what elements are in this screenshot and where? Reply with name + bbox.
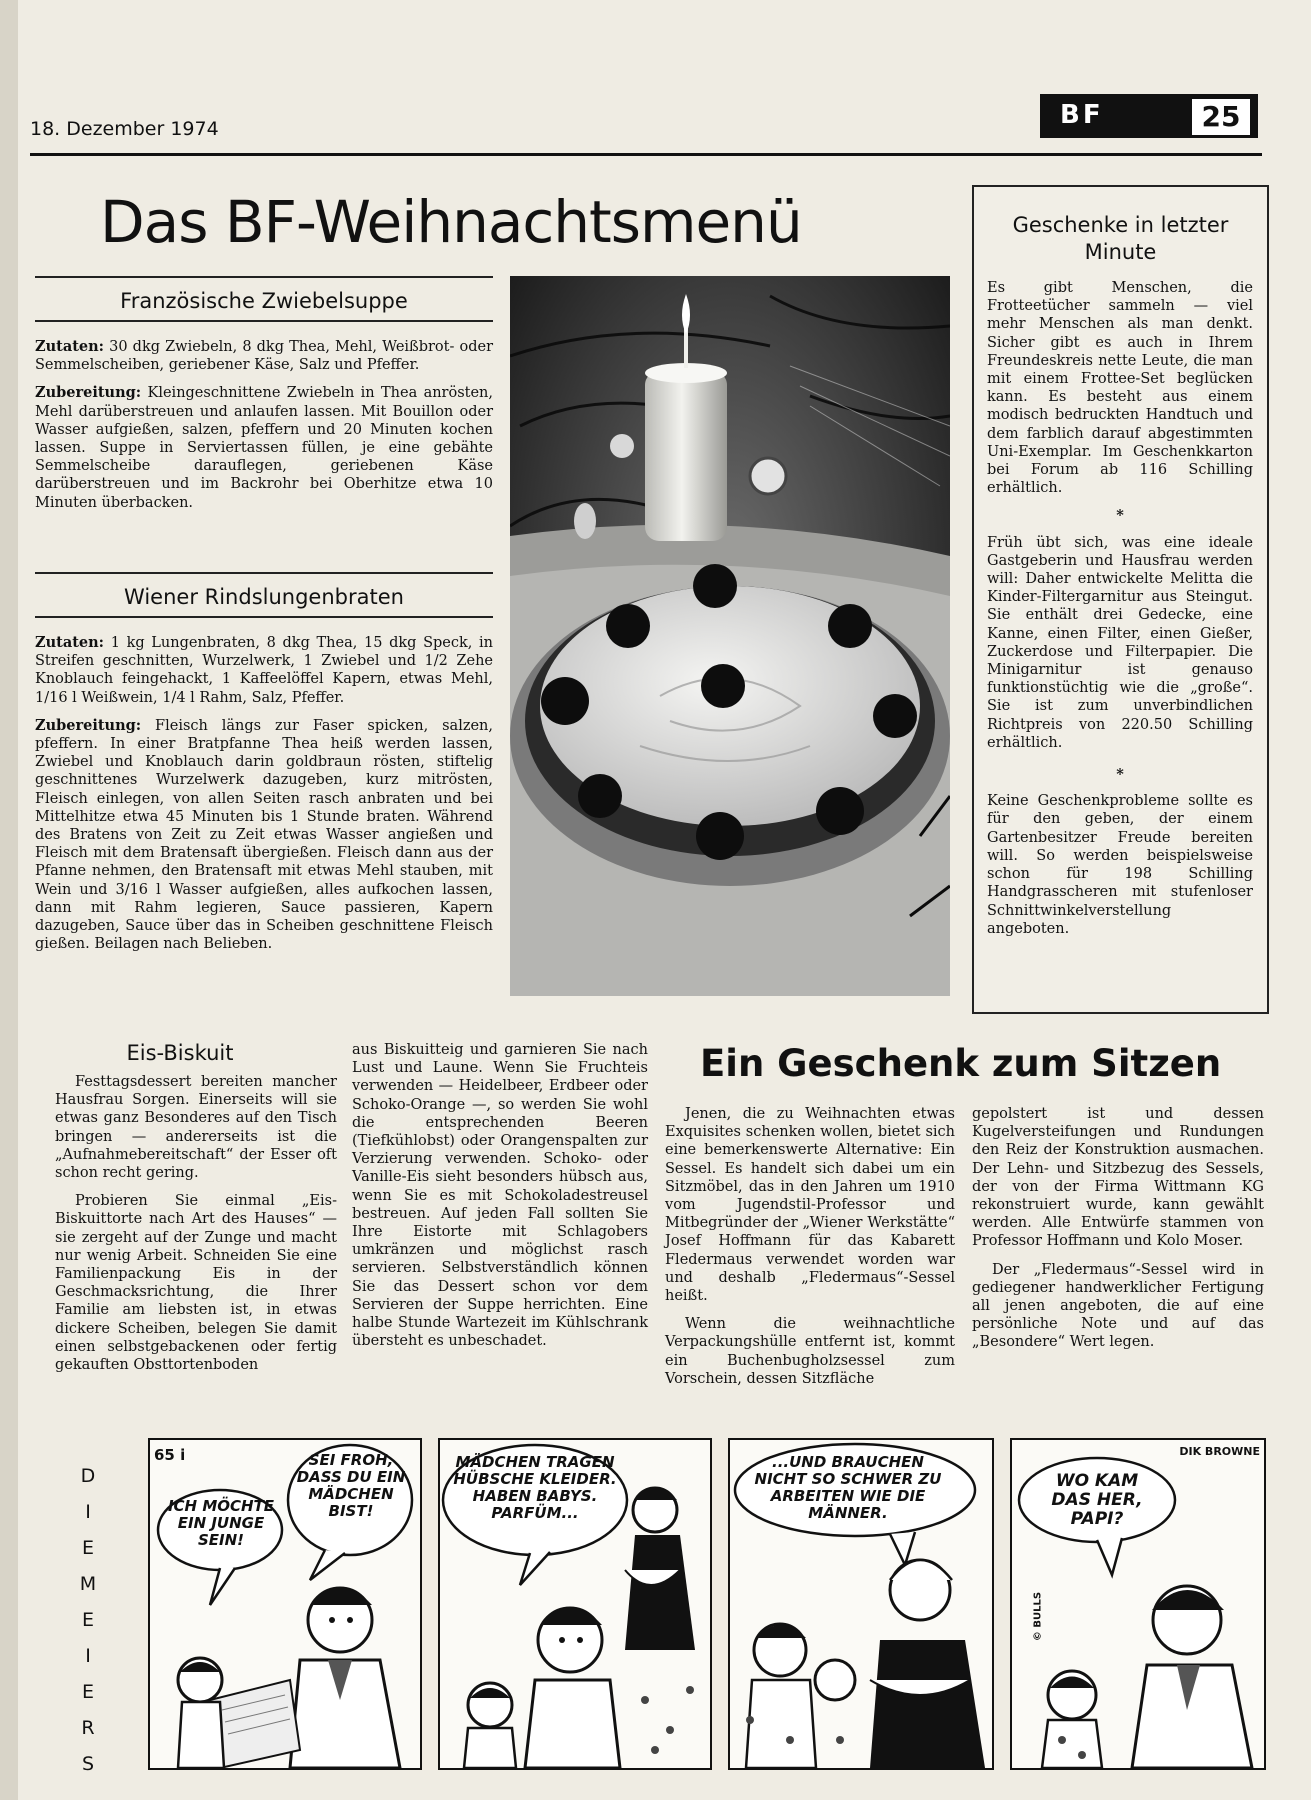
title-letter: I	[85, 1501, 91, 1523]
dad-speech: SEI FROH, DASS DU EIN MÄDCHEN BIST!	[296, 1451, 406, 1520]
strip-number: 65 i	[154, 1446, 186, 1464]
ingredients-label: Zutaten:	[35, 338, 105, 355]
copyright-bulls: © BULLS	[1032, 1591, 1044, 1642]
header-rule	[30, 153, 1262, 156]
title-letter: D	[80, 1465, 96, 1487]
cake-illustration	[510, 276, 950, 996]
recipe1-ingredients: 30 dkg Zwiebeln, 8 dkg Thea, Mehl, Weißbrot- oder Semmelscheiben, geriebener Käse, Salz und Pfeffer.	[35, 339, 493, 374]
chair-paragraph: Wenn die weihnachtliche Verpackungshülle entfernt ist, kommt ein Buchenbugholzsessel zum Vorschein, dessen Sitzfläche	[665, 1316, 955, 1387]
sidebar-paragraph: Früh übt sich, was eine ideale Gastgeberin und Hausfrau werden will: Daher entwickelte Melitta die Kinder-Filtergarnitur aus Steingut. Sie enthält drei Gedecke, eine Kanne, einen Filter, einen Gießer, Zuckerdose und Filterpapier. Die Minigarnitur ist genauso funktionstüchtig wie die „große“. Sie ist zum unverbindlichen Richtpreis von 220.50 Schilling erhältlich.	[987, 534, 1253, 751]
chair-col1	[665, 1105, 955, 1398]
cake-photo	[510, 276, 950, 996]
title-letter: S	[81, 1753, 95, 1775]
sidebar-title: Geschenke in letzter Minute	[1012, 213, 1229, 264]
page-number: 25	[1190, 97, 1252, 137]
recipe1-title: Französische Zwiebelsuppe	[120, 289, 408, 313]
title-letter: E	[81, 1609, 94, 1631]
rule	[35, 320, 493, 322]
artist-signature: DIK BROWNE	[1179, 1445, 1260, 1458]
dessert-col2	[352, 1041, 648, 1360]
rule	[35, 572, 493, 574]
rule	[35, 276, 493, 278]
ingredients-label: Zutaten:	[35, 634, 105, 651]
title-letter: R	[81, 1717, 95, 1739]
chair-headline: Ein Geschenk zum Sitzen	[700, 1042, 1222, 1085]
page-edge	[0, 0, 18, 1800]
chair-paragraph: gepolstert ist und dessen Kugelversteifungen und Rundungen den Reiz der Konstruktion ausmachen. Der Lehn- und Sitzbezug des Sessels, der von der Firma Wittmann KG rekonstruiert wurde, kann gewählt werden. Alle Entwürfe stammen von Professor Hoffmann und Kolo Moser.	[972, 1106, 1264, 1250]
masthead	[1040, 94, 1258, 138]
title-letter: E	[81, 1681, 94, 1703]
separator: *	[1116, 766, 1124, 784]
comic-panel-4	[1010, 1438, 1266, 1770]
title-letter: E	[81, 1537, 94, 1559]
chair-paragraph: Jenen, die zu Weihnachten etwas Exquisites schenken wollen, bietet sich eine bemerkenswerte Alternative: Ein Sessel. Es handelt sich dabei um ein Sitzmöbel, das in den Jahren um 1910 vom Jugendstil-Professor und Mitbegründer der „Wiener Werkstätte“ Josef Hoffmann für das Kabarett Fledermaus verwendet worden war und deshalb „Fledermaus“-Sessel heißt.	[665, 1106, 955, 1305]
sidebar-body	[987, 279, 1253, 948]
chair-paragraph: Der „Fledermaus“-Sessel wird in gediegener handwerklicher Fertigung all jenen angeboten, die auf eine persönliche Note und auf das „Besondere“ Wert legen.	[972, 1261, 1264, 1351]
separator: *	[1116, 507, 1124, 525]
issue-date: 18. Dezember 1974	[30, 118, 219, 140]
recipe1-body	[35, 338, 493, 522]
title-letter: I	[85, 1645, 91, 1667]
rule	[35, 616, 493, 618]
kid-speech: WO KAM DAS HER, PAPI?	[1051, 1471, 1143, 1529]
dessert-title: Eis-Biskuit	[126, 1041, 234, 1065]
chair-col2	[972, 1105, 1264, 1362]
mother-speech: MÄDCHEN TRAGEN HÜBSCHE KLEIDER. HABEN BABYS. PARFÜM...	[453, 1453, 617, 1522]
sidebar-box	[972, 185, 1269, 1014]
comic-strip	[38, 1438, 1266, 1775]
sidebar-paragraph: Es gibt Menschen, die Frotteetücher sammeln — viel mehr Menschen als man denkt. Sicher gibt es auch in Ihrem Freundeskreis nette Leute, die man mit einem Frottee-Set beglücken kann. Es besteht aus einem modisch bedruckten Handtuch und dem farblich darauf abgestimmten Uni-Exemplar. Im Geschenkkarton bei Forum ab 116 Schilling erhältlich.	[987, 280, 1253, 497]
dad-speech: ...UND BRAUCHEN NICHT SO SCHWER ZU ARBEITEN WIE DIE MÄNNER.	[754, 1453, 942, 1522]
sidebar-paragraph: Keine Geschenkprobleme sollte es für den geben, der einem Gartenbesitzer Freude bereiten will. So werden beispielsweise schon für 198 Schilling Handgrasscheren mit stufenloser Schnittwinkelverstellung angeboten.	[987, 793, 1253, 937]
recipe2-body	[35, 634, 493, 963]
recipe2-prep: Fleisch längs zur Faser spicken, salzen, pfeffern. In einer Bratpfanne Thea heiß werden lassen, Zwiebel und Knoblauch darin goldbraun rösten, stiftelig geschnittenes Wurzelwerk dazugeben, kurz mitrösten, Fleisch einlegen, von allen Seiten rasch anbraten und bei Mittelhitze etwa 45 Minuten bis 1 Stunde braten. Während des Bratens von Zeit zu Zeit etwas Wasser angießen und Fleisch mit dem Bratensaft übergießen. Fleisch dann aus der Pfanne nehmen, den Bratensaft mit etwas Mehl stauben, mit Wein und 3/16 l Wasser aufgießen, alles aufkochen lassen, dann mit Rahm legieren, Sauce passieren, Kapern dazugeben, Sauce über das in Scheiben geschnittene Fleisch gießen. Beilagen nach Belieben.	[35, 717, 493, 953]
comic-panel-2	[438, 1438, 712, 1770]
comic-panel-1	[148, 1438, 422, 1770]
prep-label: Zubereitung:	[35, 716, 142, 734]
kid-speech: ICH MÖCHTE EIN JUNGE SEIN!	[167, 1497, 275, 1549]
recipe2-ingredients: 1 kg Lungenbraten, 8 dkg Thea, 15 dkg Speck, in Streifen geschnitten, Wurzelwerk, 1 Zwiebel und 1/2 Zehe Knoblauch feingehackt, 1 Kaffeelöffel Kapern, etwas Mehl, 1/16 l Weißwein, 1/4 l Rahm, Salz, Pfeffer.	[35, 635, 494, 706]
prep-label: Zubereitung:	[35, 384, 142, 402]
recipe1-prep: Kleingeschnittene Zwiebeln in Thea anrösten, Mehl darüberstreuen und anlaufen lassen. Mit Bouillon oder Wasser aufgießen, salzen, pfeffern und 20 Minuten kochen lassen. Suppe in Serviertassen füllen, je eine gebähte Semmelscheibe darauflegen, geriebenen Käse darüberstreuen und im Backrohr bei Oberhitze etwa 10 Minuten überbacken.	[35, 385, 494, 511]
masthead-logo: BF	[1060, 100, 1104, 130]
comic-series-title	[38, 1438, 138, 1775]
main-headline: Das BF-Weihnachtsmenü	[100, 188, 802, 256]
dessert-paragraph: aus Biskuitteig und garnieren Sie nach Lust und Laune. Wenn Sie Fruchteis verwenden — Heidelbeer, Erdbeer oder Schoko-Orange —, so werden Sie wohl die entsprechenden Beeren (Tiefkühlobst) oder Orangenspalten zur Verzierung verwenden. Schoko- oder Vanille-Eis sieht besonders hübsch aus, wenn Sie es mit Schokoladestreusel bestreuen. Auf jeden Fall sollten Sie Ihre Eistorte mit Schlagobers umkränzen und möglichst rasch servieren. Selbstverständlich können Sie das Dessert schon vor dem Servieren der Suppe herrichten. Eine halbe Stunde Wartezeit im Kühlschrank übersteht es unbeschadet.	[352, 1042, 648, 1350]
dessert-paragraph: Festtagsdessert bereiten mancher Hausfrau Sorgen. Einerseits will sie etwas ganz Besonderes auf den Tisch bringen — andererseits ist die „Aufnahmebereitschaft“ der Esser oft schon recht gering.	[55, 1074, 337, 1182]
dessert-paragraph: Probieren Sie einmal „Eis-Biskuittorte nach Art des Hauses“ — sie zergeht auf der Zunge und macht nur wenig Arbeit. Schneiden Sie eine Familienpackung Eis in der Geschmacksrichtung, die Ihrer Familie am liebsten ist, in etwas dickere Scheiben, belegen Sie damit einen selbstgebackenen oder fertig gekauften Obsttortenboden	[55, 1193, 337, 1374]
comic-panel-3	[728, 1438, 994, 1770]
dessert-col1	[55, 1073, 337, 1384]
recipe2-title: Wiener Rindslungenbraten	[124, 585, 404, 609]
title-letter: M	[79, 1573, 97, 1595]
